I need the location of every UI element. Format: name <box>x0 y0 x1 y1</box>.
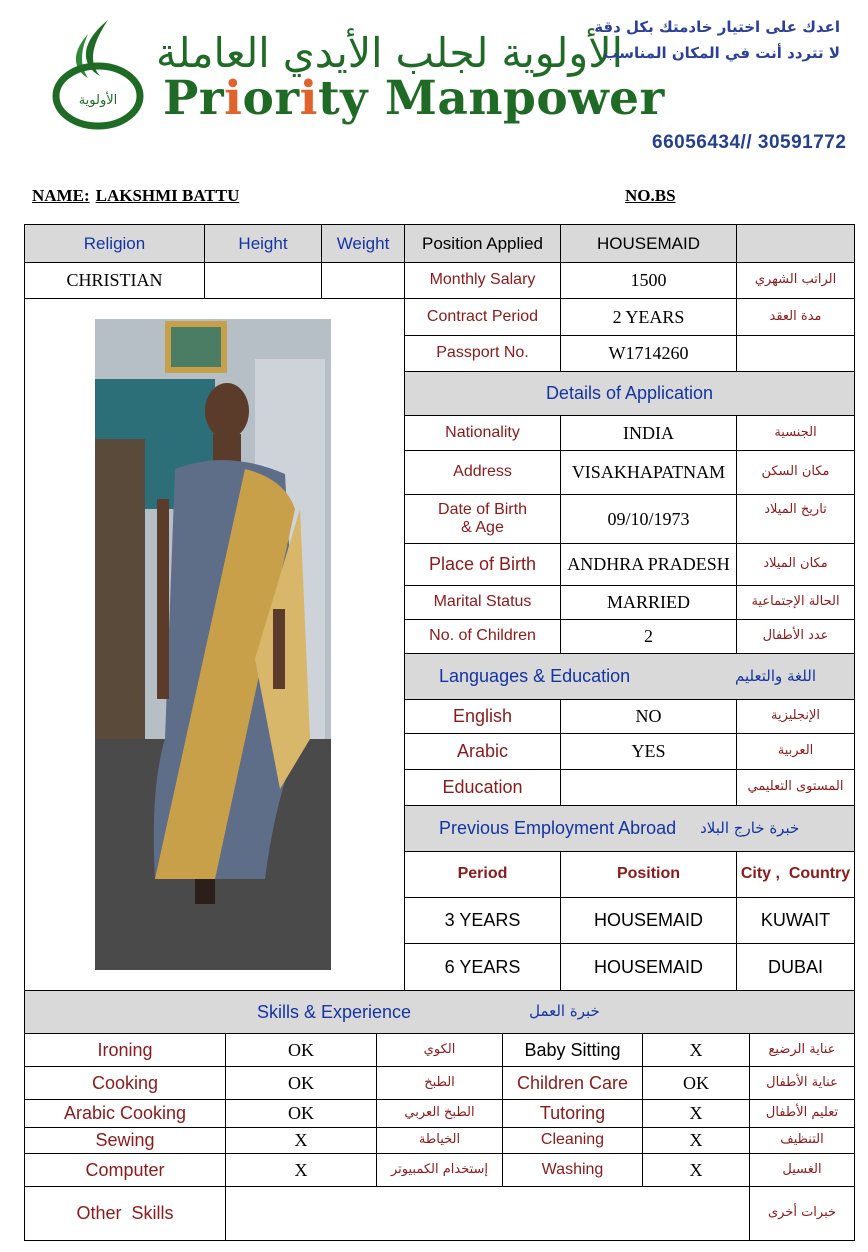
skill-computer-arabic: إستخدام الكمبيوتر <box>376 1153 503 1187</box>
logo-arabic-text: الأولوية <box>78 93 118 108</box>
date-of-birth-label: Date of Birth & Age <box>404 494 561 544</box>
skill-arabic-cooking-value: OK <box>225 1099 377 1128</box>
skill-sewing-value: X <box>225 1127 377 1154</box>
other-skills-arabic: خبرات أخرى <box>749 1186 855 1241</box>
employment-position-header: Position <box>560 851 737 898</box>
address-value: VISAKHAPATNAM <box>560 450 737 495</box>
place-of-birth-label: Place of Birth <box>404 543 561 586</box>
arabic-value: YES <box>560 733 737 770</box>
arabic-label: Arabic <box>404 733 561 770</box>
monthly-salary-value: 1500 <box>560 262 737 299</box>
employment-row-1-place: KUWAIT <box>736 897 855 944</box>
company-name-english: Priority Manpower <box>163 71 665 126</box>
education-label: Education <box>404 769 561 806</box>
slogan-line-2: لا تتردد أنت في المكان المناسب <box>603 44 840 62</box>
previous-employment-title: Previous Employment Abroad <box>439 818 677 839</box>
other-skills-label: Other Skills <box>24 1186 226 1241</box>
languages-education-title: Languages & Education <box>439 666 631 687</box>
employment-row-1-position: HOUSEMAID <box>560 897 737 944</box>
position-applied-value: HOUSEMAID <box>560 224 737 263</box>
languages-education-header <box>404 653 855 700</box>
skill-children-care-label: Children Care <box>502 1066 643 1100</box>
other-skills-value <box>225 1186 750 1241</box>
education-arabic: المستوى التعليمي <box>736 769 855 806</box>
no-of-children-value: 2 <box>560 619 737 654</box>
weight-value <box>321 262 405 299</box>
employment-row-2-period: 6 YEARS <box>404 943 561 991</box>
nationality-arabic: الجنسية <box>736 415 855 451</box>
previous-employment-title-arabic: خبرة خارج البلاد <box>700 818 800 837</box>
skill-cooking-label: Cooking <box>24 1066 226 1100</box>
english-value: NO <box>560 699 737 734</box>
skill-baby-sitting-arabic: عناية الرضيع <box>749 1033 855 1067</box>
skill-sewing-arabic: الخياطة <box>376 1127 503 1154</box>
monthly-salary-label: Monthly Salary <box>404 262 561 299</box>
company-logo-emblem <box>48 14 148 132</box>
skill-cleaning-value: X <box>642 1127 750 1154</box>
passport-no-label: Passport No. <box>404 335 561 372</box>
passport-no-arabic <box>736 335 855 372</box>
marital-status-label: Marital Status <box>404 585 561 620</box>
arabic-arabic: العربية <box>736 733 855 770</box>
skill-washing-label: Washing <box>502 1153 643 1187</box>
english-arabic: الإنجليزية <box>736 699 855 734</box>
skill-ironing-label: Ironing <box>24 1033 226 1067</box>
skill-cleaning-label: Cleaning <box>502 1127 643 1154</box>
employment-row-2-place: DUBAI <box>736 943 855 991</box>
position-applied-label: Position Applied <box>404 224 561 263</box>
candidate-name-line <box>32 186 245 206</box>
skill-cleaning-arabic: التنظيف <box>749 1127 855 1154</box>
details-of-application-title: Details of Application <box>404 371 855 416</box>
religion-header: Religion <box>24 224 205 263</box>
phone-numbers: 66056434// 30591772 <box>652 132 847 153</box>
place-of-birth-value: ANDHRA PRADESH <box>560 543 737 586</box>
contract-period-arabic: مدة العقد <box>736 298 855 336</box>
no-of-children-arabic: عدد الأطفال <box>736 619 855 654</box>
skill-computer-label: Computer <box>24 1153 226 1187</box>
height-value <box>204 262 322 299</box>
marital-status-value: MARRIED <box>560 585 737 620</box>
skill-arabic-cooking-arabic: الطبخ العربي <box>376 1099 503 1128</box>
employment-place-header: City , Country <box>736 851 855 898</box>
skills-experience-header <box>24 990 855 1034</box>
place-of-birth-arabic: مكان الميلاد <box>736 543 855 586</box>
employment-period-header: Period <box>404 851 561 898</box>
skill-ironing-arabic: الكوي <box>376 1033 503 1067</box>
skill-ironing-value: OK <box>225 1033 377 1067</box>
skill-cooking-arabic: الطبخ <box>376 1066 503 1100</box>
name-label: NAME: <box>32 186 90 205</box>
candidate-photo <box>95 319 331 970</box>
previous-employment-header <box>404 805 855 852</box>
date-of-birth-value: 09/10/1973 <box>560 494 737 544</box>
reference-number-label: NO.BS <box>625 186 676 205</box>
skill-computer-value: X <box>225 1153 377 1187</box>
skill-tutoring-value: X <box>642 1099 750 1128</box>
skill-sewing-label: Sewing <box>24 1127 226 1154</box>
english-label: English <box>404 699 561 734</box>
no-of-children-label: No. of Children <box>404 619 561 654</box>
skills-experience-title-arabic: خبرة العمل <box>529 1002 600 1021</box>
skill-cooking-value: OK <box>225 1066 377 1100</box>
address-arabic: مكان السكن <box>736 450 855 495</box>
employment-row-1-period: 3 YEARS <box>404 897 561 944</box>
height-header: Height <box>204 224 322 263</box>
candidate-name: LAKSHMI BATTU <box>95 186 240 205</box>
weight-header: Weight <box>321 224 405 263</box>
skill-washing-arabic: الغسيل <box>749 1153 855 1187</box>
position-applied-arabic <box>736 224 855 263</box>
skill-tutoring-label: Tutoring <box>502 1099 643 1128</box>
contract-period-label: Contract Period <box>404 298 561 336</box>
passport-no-value: W1714260 <box>560 335 737 372</box>
monthly-salary-arabic: الراتب الشهري <box>736 262 855 299</box>
contract-period-value: 2 YEARS <box>560 298 737 336</box>
languages-education-title-arabic: اللغة والتعليم <box>735 666 816 685</box>
marital-status-arabic: الحالة الإجتماعية <box>736 585 855 620</box>
skill-children-care-value: OK <box>642 1066 750 1100</box>
company-name-arabic: الأولوية لجلب الأيدي العاملة <box>156 29 623 77</box>
skills-experience-title: Skills & Experience <box>257 1001 412 1022</box>
education-value <box>560 769 737 806</box>
religion-value: CHRISTIAN <box>24 262 205 299</box>
slogan-line-1: اعدك على اختيار خادمتك بكل دقة <box>594 18 840 36</box>
skill-arabic-cooking-label: Arabic Cooking <box>24 1099 226 1128</box>
nationality-label: Nationality <box>404 415 561 451</box>
employment-row-2-position: HOUSEMAID <box>560 943 737 991</box>
skill-baby-sitting-value: X <box>642 1033 750 1067</box>
address-label: Address <box>404 450 561 495</box>
skill-tutoring-arabic: تعليم الأطفال <box>749 1099 855 1128</box>
skill-children-care-arabic: عناية الأطفال <box>749 1066 855 1100</box>
nationality-value: INDIA <box>560 415 737 451</box>
skill-baby-sitting-label: Baby Sitting <box>502 1033 643 1067</box>
skill-washing-value: X <box>642 1153 750 1187</box>
date-of-birth-arabic: تاريخ الميلاد <box>736 494 855 544</box>
